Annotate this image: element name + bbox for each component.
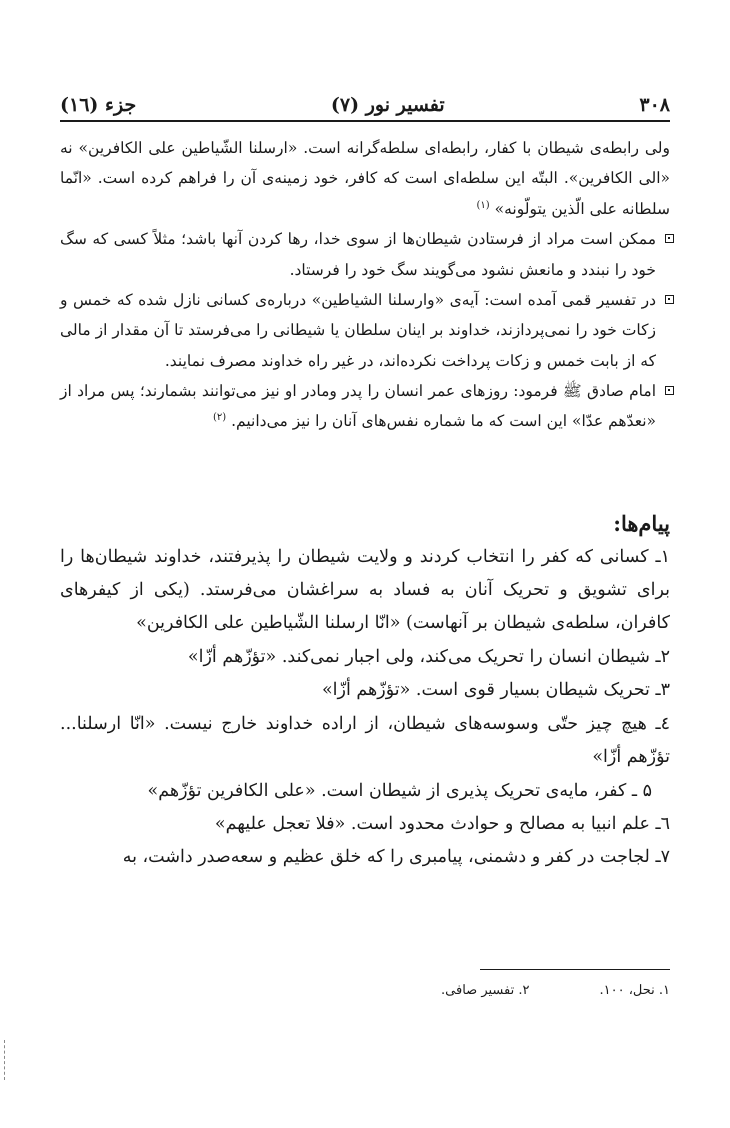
page-header — [60, 82, 670, 122]
book-title: تفسیر نور (۷) — [330, 94, 445, 116]
message-item-4: ٤ـ هیچ چیز حتّی وسوسه‌های شیطان، از اراده خداوند خارج نیست. «انّا ارسلنا... تؤزّهم أزّا» — [60, 713, 670, 768]
paragraph-text: در تفسیر قمی آمده است: آیه‌ی «وارسلنا الشیاطین» درباره‌ی کسانی نازل شده که خمس و زکات خود را نمی‌پردازند، خداوند بر اینان سلطان یا شیطانی را می‌فرستد تا آن مقدار از مالی که از بابت خمس و زکات پرداخت نکرده‌اند، در غیر راه خداوند مصرف نمایند. — [60, 290, 656, 370]
scan-edge-mark — [4, 1040, 8, 1080]
part-label: جزء (۱٦) — [60, 94, 137, 116]
message-item-2: ۲ـ شیطان انسان را تحریک می‌کند، ولی اجبار نمی‌کند. «تؤزّهم أزّا» — [187, 646, 670, 667]
footnote-ref-2: (۲) — [213, 412, 227, 424]
page-number: ۳۰۸ — [639, 94, 670, 116]
message-item-5: ۵ ـ کفر، مایه‌ی تحریک پذیری از شیطان است. «علی الکافرین تؤزّهم» — [147, 780, 652, 801]
square-bullet-icon — [665, 234, 674, 243]
paragraph-2 — [60, 224, 670, 285]
message-item-6: ٦ـ علم انبیا به مصالح و حوادث محدود است. «فلا تعجل علیهم» — [214, 813, 670, 834]
paragraph-1 — [60, 133, 670, 224]
message-item-1: ۱ـ کسانی که کفر را انتخاب کردند و ولایت شیطان را پذیرفتند، خداوند شیطان‌ها را برای تشویق و تحریک آنان به فساد به سراغشان می‌فرستد. (یکی از کیفرهای کافران، سلطه‌ی شیطان بر آنهاست) «انّا ارسلنا الشّیاطین علی الکافرین» — [60, 546, 670, 634]
message-item-7: ۷ـ لجاجت در کفر و دشمنی، پیامبری را که خلق عظیم و سعه‌صدر داشت، به — [122, 847, 670, 868]
commentary-body — [60, 133, 670, 437]
footnote-ref-1: (۱) — [476, 199, 490, 211]
footnote-divider — [480, 969, 670, 970]
footnote-2: ۲. تفسیر صافی. — [441, 983, 530, 998]
messages-section — [60, 507, 670, 875]
message-item-3: ۳ـ تحریک شیطان بسیار قوی است. «تؤزّهم أزّا» — [321, 680, 670, 701]
paragraph-text: امام صادق ﷺ فرمود: روزهای عمر انسان را پدر ومادر او نیز می‌توانند بشمارند؛ پس مراد از «نعدّهم عدّا» این است که ما شماره نفس‌های آنان را نیز می‌دانیم. — [60, 382, 656, 431]
messages-heading: پیام‌ها: — [613, 511, 670, 536]
footnote-1: ۱. نحل، ۱۰۰. — [599, 983, 670, 998]
square-bullet-icon — [665, 386, 674, 395]
square-bullet-icon — [665, 295, 674, 304]
footnotes — [60, 983, 670, 998]
paragraph-4 — [60, 376, 670, 437]
paragraph-text: ممکن است مراد از فرستادن شیطان‌ها از سوی خدا، رها کردن آنها باشد؛ مثلاً کسی که سگ خود را نبندد و مانعش نشود می‌گویند سگ خود را فرستاد. — [60, 230, 656, 279]
paragraph-text: ولی رابطه‌ی شیطان با کفار، رابطه‌ای سلطه‌گرانه است. «ارسلنا الشّیاطین علی الکافرین» نه «الی الکافرین». البتّه این سلطه‌ای است که کافر، خود زمینه‌ی آن را فراهم کرده است. «انّما سلطانه علی الّذین یتولّونه» — [60, 139, 670, 218]
paragraph-3 — [60, 285, 670, 376]
